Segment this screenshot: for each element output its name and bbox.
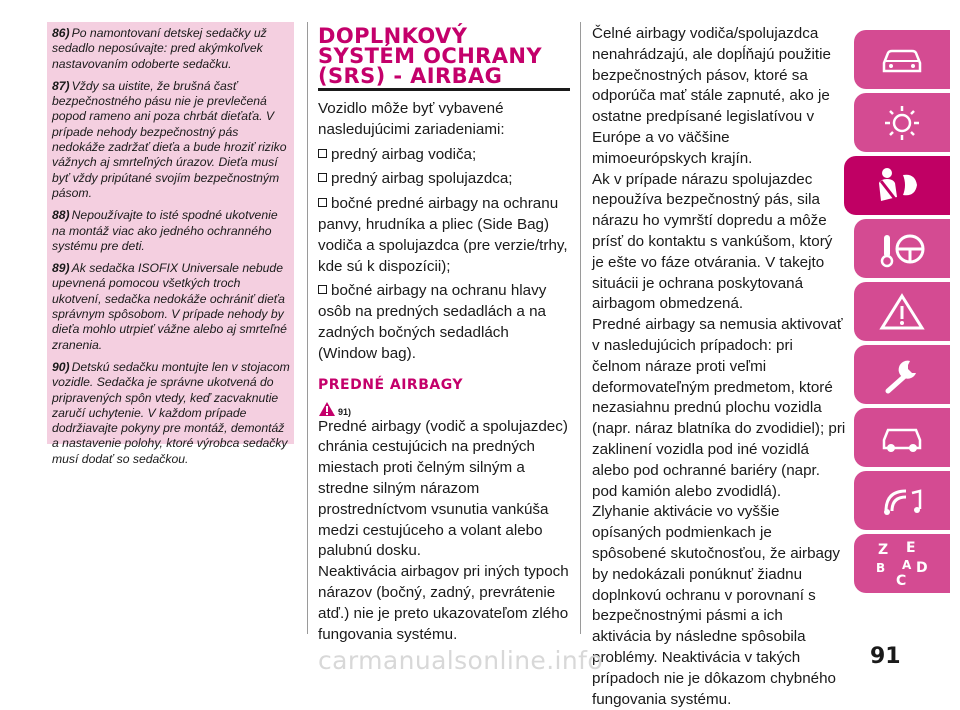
- bullet-item: bočné airbagy na ochranu hlavy osôb na predných sedadlách a na zadných bočných sedadlách (Window bag).: [318, 282, 547, 362]
- front-airbag-text-2: Neaktivácia airbagov pri iných typoch nárazov (bočný, zadný, prevrátenie atď.) nie je preto ukazovateľom zlého fungovania systému.: [318, 563, 569, 643]
- svg-text:E: E: [906, 539, 916, 556]
- warning-box: [47, 22, 294, 466]
- warning-triangle-icon: [318, 401, 336, 417]
- section-title: DOPLNKOVÝ SYSTÉM OCHRANY (SRS) - AIRBAG: [318, 24, 542, 88]
- bullet-item: bočné predné airbagy na ochranu panvy, hrudníka a pliec (Side Bag) vodiča a spolujazdca (pre verzie/trhy, kde sú k dispozícii);: [318, 195, 568, 275]
- airbag-details: [592, 24, 846, 710]
- paragraph: Ak v prípade nárazu spolujazdec nepoužíva bezpečnostný pás, sila nárazu ho vymrští dopredu a môže prísť do kontaktu s vankúšom, ktorý je ešte vo fáze otvárania. V takejto situácii je ochrana poskytovaná airbagom obmedzená.: [592, 170, 833, 313]
- warning-item-89: 89) Ak sedačka ISOFIX Universale nebude upevnená pomocou všetkých troch ukotvení, sedačka nedokáže ochrániť dieťa správnym spôsobom. V prípade nehody by dieťa mohlo utrpieť vážne alebo aj smrteľné zranenia.: [52, 261, 287, 352]
- key-steering-wheel-icon: [876, 229, 928, 269]
- bullet-item: predný airbag spolujazdca;: [318, 169, 570, 190]
- tab-technical[interactable]: [854, 408, 950, 467]
- paragraph: Predné airbagy sa nemusia aktivovať v nasledujúcich prípadoch: pri čelnom náraze proti veľmi deformovateľným predmetom, ktoré nezasiahnu prednú plochu vozidla (napr. náraz blatníka do zvodidiel); pri zaklinení vozidla pod iné vozidlá alebo pod ochranné bariéry (napr. pod kamión alebo zvodidlá).: [592, 316, 846, 500]
- warning-item-88: 88) Nepoužívajte to isté spodné ukotvenie na montáž viac ako jedného ochranného systému pre deti.: [52, 208, 278, 253]
- tab-safety[interactable]: [844, 156, 950, 215]
- tab-car[interactable]: [854, 30, 950, 89]
- car-specs-icon: [876, 418, 928, 458]
- seatbelt-airbag-icon: [871, 165, 923, 207]
- tab-multimedia[interactable]: [854, 471, 950, 530]
- tab-dashboard[interactable]: [854, 93, 950, 152]
- title-rule: [318, 88, 570, 91]
- column-divider: [307, 22, 308, 634]
- warning-item-87: 87) Vždy sa uistite, že brušná časť bezpečnostného pásu nie je prevlečená popod rameno ani poza chrbát dieťaťa. V prípade nehody bezpečnostný pás nedokáže zadržať dieťa a bude hroziť riziko vážnych aj smrteľných úrazov. Dieťa musí byť vždy pripútané svojím bezpečnostným pásom.: [52, 78, 287, 200]
- bullet-item: predný airbag vodiča;: [318, 145, 570, 166]
- warning-triangle-icon: [876, 292, 928, 332]
- alphabet-index-icon: [872, 539, 932, 589]
- svg-text:D: D: [916, 559, 928, 576]
- front-airbag-text: Predné airbagy (vodič a spolujazdec) chránia cestujúcich na predných miestach proti čelným silným a stredne silným nárazom prostredníctvom vsunutia vankúša medzi cestujúceho a volant alebo palubnú dosku.: [318, 417, 568, 560]
- intro-text: Vozidlo môže byť vybavené nasledujúcimi zariadeniami:: [318, 100, 505, 138]
- watermark: carmanualsonline.info: [318, 646, 604, 675]
- paragraph: Zlyhanie aktivácie vo vyššie opísaných podmienkach je spôsobené skutočnosťou, že airbagy by nedokázali ponúknuť žiadnu doplnkovú ochranu v porovnaní s bezpečnostnými pásmi a ich aktivácia by následne spôsobila problémy. Neaktivácia v takých prípadoch nie je dôkazom chybného fungovania systému.: [592, 503, 841, 708]
- warning-item-90: 90) Detskú sedačku montujte len v stojacom vozidle. Sedačka je správne ukotvená do pripravených spôn vtedy, keď zacvaknutie zaručí uchytenie. V každom prípade dodržiavajte pokyny pre montáž, demontáž a nastavenie polohy, ktoré výrobca sedačky musí dodať so sedačkou.: [52, 359, 290, 466]
- paragraph: Čelné airbagy vodiča/spolujazdca nenahrádzajú, ale dopĺňajú použitie bezpečnostných pásov, ktoré sa odporúča mať stále zapnuté, ako je ostatne predpísané legislatívou v Európe a vo väčšine mimoeurópskych krajín.: [592, 25, 831, 167]
- tab-starting[interactable]: [854, 219, 950, 278]
- column-divider: [580, 22, 581, 634]
- tab-maintenance[interactable]: [854, 345, 950, 404]
- multimedia-icon: [876, 481, 928, 521]
- subsection-title: PREDNÉ AIRBAGY: [318, 376, 464, 393]
- airbag-section: [318, 26, 570, 645]
- svg-text:C: C: [896, 572, 907, 589]
- wrench-icon: [876, 355, 928, 395]
- svg-text:Z: Z: [878, 541, 889, 558]
- tab-index[interactable]: [854, 534, 950, 593]
- dashboard-lights-icon: [878, 103, 926, 143]
- car-icon: [878, 43, 926, 77]
- tab-emergency[interactable]: [854, 282, 950, 341]
- chapter-tabs: [854, 30, 950, 597]
- svg-text:A: A: [902, 557, 912, 572]
- warning-item-86: 86) Po namontovaní detskej sedačky už sedadlo neposúvajte: pred akýmkoľvek nastavovaním odoberte sedačku.: [52, 26, 267, 71]
- warning-reference: 91): [318, 399, 570, 417]
- svg-text:B: B: [876, 560, 886, 575]
- page-number: 91: [870, 644, 901, 669]
